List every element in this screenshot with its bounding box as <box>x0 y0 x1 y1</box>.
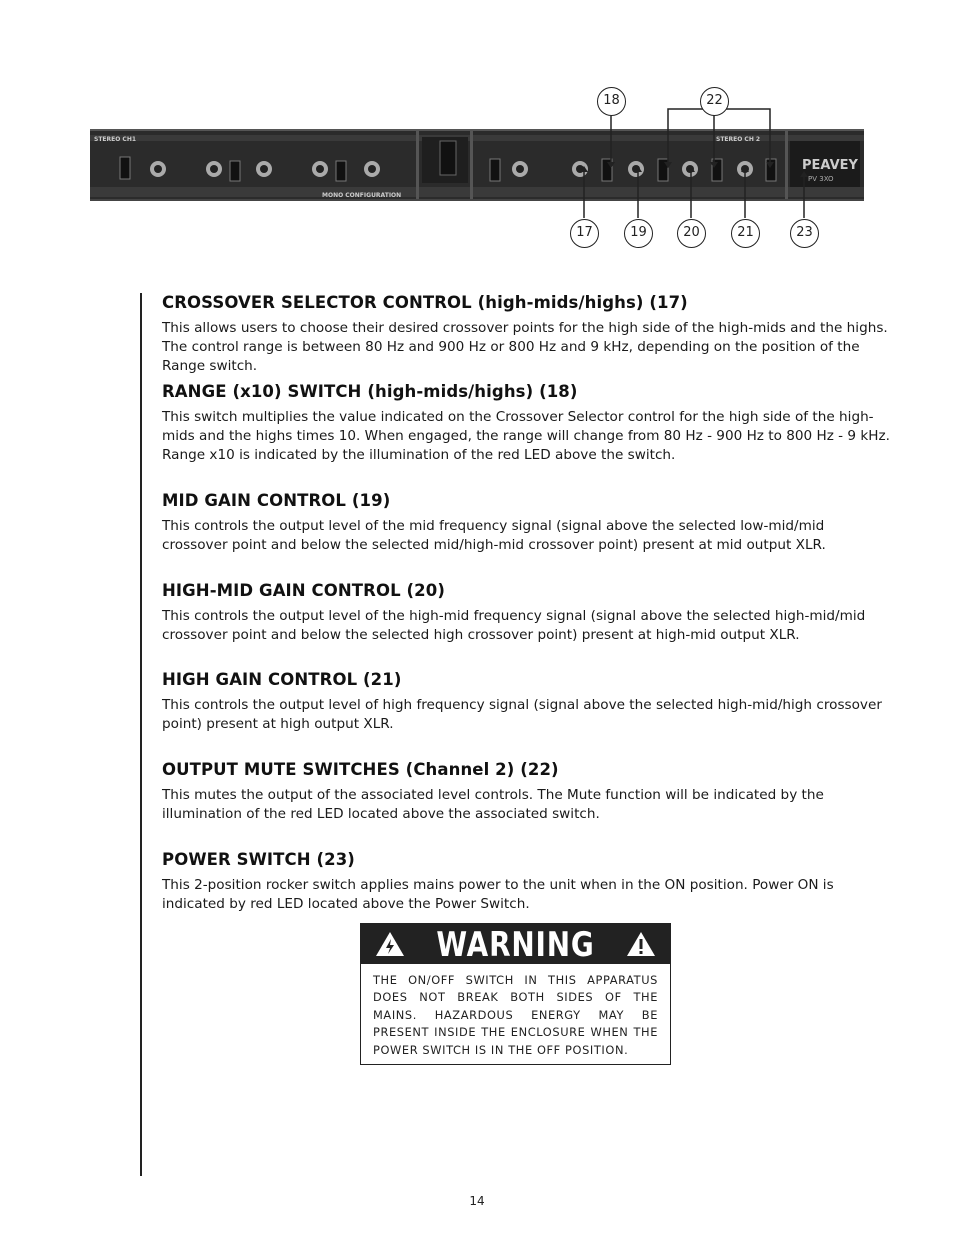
warning-text: THE ON/OFF SWITCH IN THIS APPARATUS DOES NOT BREAK BOTH SIDES OF THE MAINS. HAZARDOUS ENERGY MAY BE PRESENT INSIDE THE ENCLOSURE WHEN THE POWER SWITCH IS IN THE OFF POSITION. <box>373 973 658 1057</box>
panel-brand-text: PEAVEY <box>802 158 858 173</box>
section-heading <box>162 581 894 600</box>
panel-mono-config-label: MONO CONFIGURATION <box>322 192 402 199</box>
section-heading <box>162 293 894 312</box>
section-power-switch <box>162 850 894 914</box>
callout-19: 19 <box>624 219 653 248</box>
heading-sub: (high-mids/highs) (17) <box>477 293 688 312</box>
section-body: This controls the output level of the mid frequency signal (signal above the selected low-mid/mid crossover point and below the selected mid/high-mid crossover point) present at mid output XLR. <box>162 518 826 553</box>
heading-main: CROSSOVER SELECTOR CONTROL <box>162 293 472 312</box>
section-heading <box>162 760 894 779</box>
exclamation-warning-icon <box>626 931 656 957</box>
callout-21: 21 <box>731 219 760 248</box>
section-body: This controls the output level of high frequency signal (signal above the selected high-mid/high crossover point) present at high output XLR. <box>162 697 882 732</box>
heading-main: HIGH GAIN CONTROL (21) <box>162 670 402 689</box>
warning-header <box>361 924 670 964</box>
section-heading <box>162 382 894 401</box>
section-heading <box>162 850 894 869</box>
callout-23: 23 <box>790 219 819 248</box>
heading-sub: (high-mids/highs) (18) <box>367 382 578 401</box>
section-body: This mutes the output of the associated level controls. The Mute function will be indicated by the illumination of the red LED located above the associated switch. <box>162 787 824 822</box>
section-mid-gain <box>162 491 894 555</box>
section-body: This 2-position rocker switch applies mains power to the unit when in the ON position. Power ON is indicated by red LED located above the Power Switch. <box>162 877 834 912</box>
callout-18: 18 <box>597 87 626 116</box>
heading-main: OUTPUT MUTE SWITCHES <box>162 760 400 779</box>
warning-title: WARNING <box>436 925 595 965</box>
section-crossover-selector <box>162 293 894 376</box>
heading-main: MID GAIN CONTROL (19) <box>162 491 391 510</box>
section-range-switch <box>162 382 894 465</box>
heading-main: HIGH-MID GAIN CONTROL (20) <box>162 581 445 600</box>
callout-22: 22 <box>700 87 729 116</box>
panel-stereo-ch1-label: STEREO CH1 <box>94 136 137 143</box>
heading-sub: (Channel 2) (22) <box>405 760 559 779</box>
panel-model-text: PV 3XO <box>808 175 834 183</box>
section-body: This switch multiplies the value indicated on the Crossover Selector control for the high side of the high-mids and the highs times 10. When engaged, the range will change from 80 Hz - 900 Hz to 800 Hz - 9 kHz. Range x10 is indicated by the illumination of the red LED above the switch. <box>162 409 890 463</box>
callout-20: 20 <box>677 219 706 248</box>
heading-main: POWER SWITCH (23) <box>162 850 355 869</box>
panel-stereo-ch2-label: STEREO CH 2 <box>716 136 761 143</box>
heading-main: RANGE (x10) SWITCH <box>162 382 362 401</box>
section-heading <box>162 670 894 689</box>
section-high-gain <box>162 670 894 734</box>
electric-shock-warning-icon <box>375 931 405 957</box>
left-margin-rule <box>140 293 142 1176</box>
callout-17: 17 <box>570 219 599 248</box>
page-number: 14 <box>469 1194 485 1208</box>
section-high-mid-gain <box>162 581 894 645</box>
section-heading <box>162 491 894 510</box>
section-body: This controls the output level of the high-mid frequency signal (signal above the selected high-mid/mid crossover point and below the selected high crossover point) present at high-mid output XLR. <box>162 608 866 643</box>
section-output-mute <box>162 760 894 824</box>
section-body: This allows users to choose their desired crossover points for the high side of the high-mids and the highs. The control range is between 80 Hz and 900 Hz or 800 Hz and 9 kHz, depending on the position of the Range switch. <box>162 320 888 374</box>
warning-box <box>360 923 671 1065</box>
